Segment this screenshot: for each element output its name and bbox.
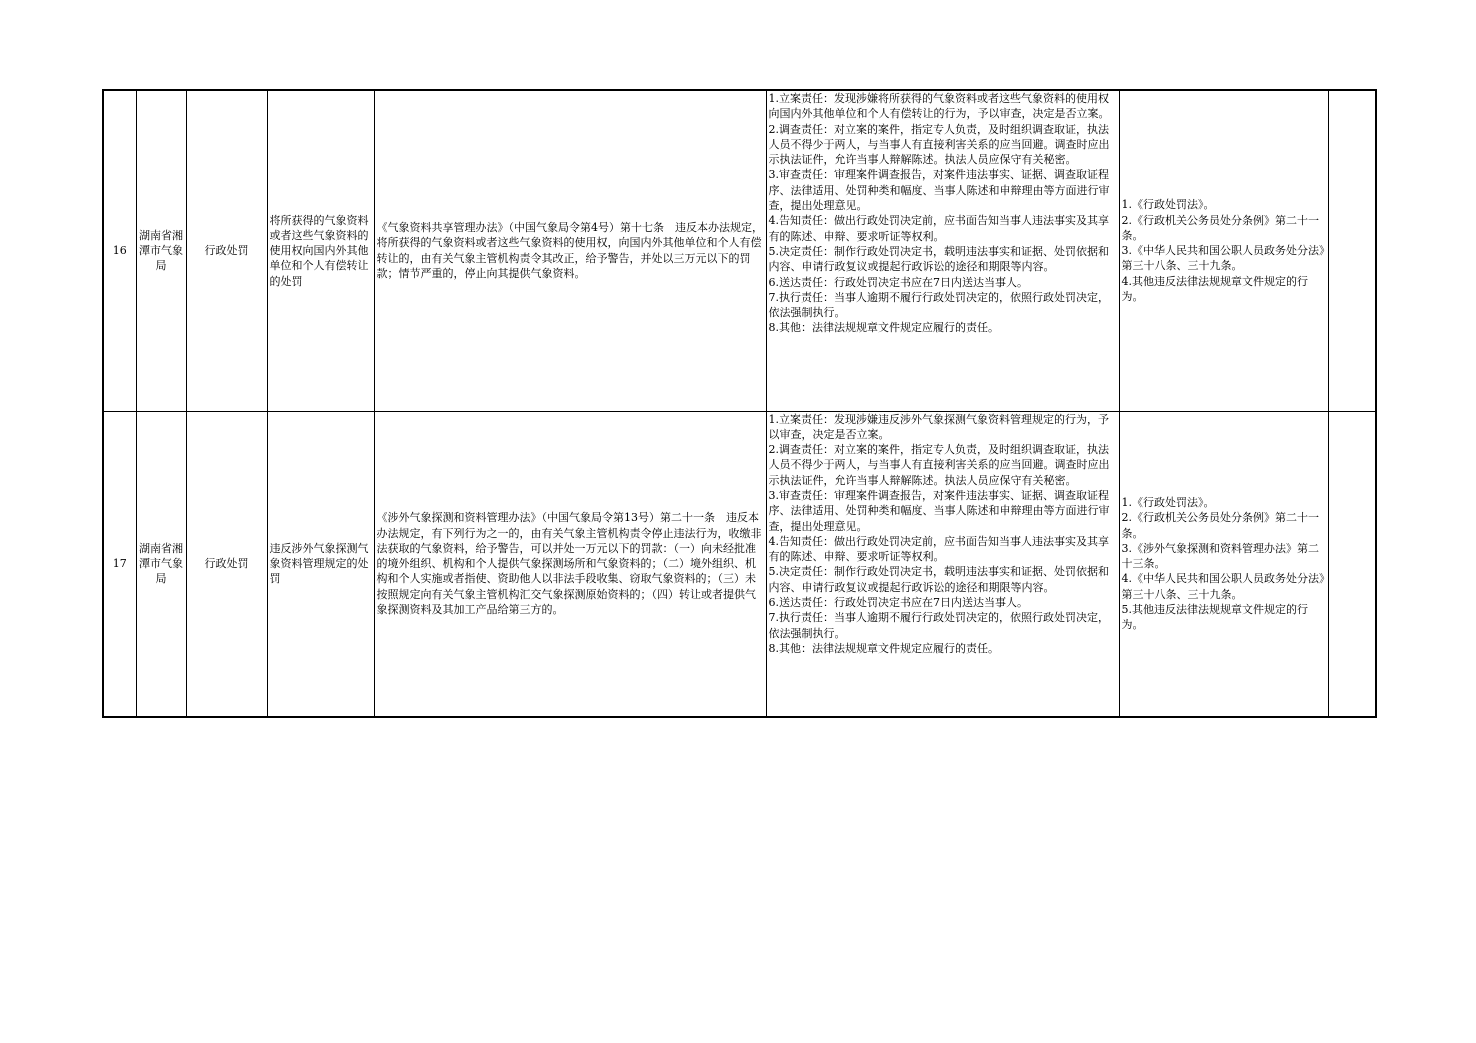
responsibility-item: 8.其他：法律法规规章文件规定应履行的责任。 [768,641,999,655]
row-number: 16 [103,90,136,411]
legal-basis: 《气象资料共享管理办法》（中国气象局令第4号）第十七条 违反本办法规定，将所获得的气象资料或者这些气象资料的使用权，向国内外其他单位和个人有偿转让的，由有关气象主管机构责令其改正，给予警告，并处以三万元以下的罚款；情节严重的，停止向其提供气象资料。 [374,90,766,411]
accountability-item: 4.其他违反法律法规规章文件规定的行为。 [1121,274,1308,303]
power-item-name: 将所获得的气象资料或者这些气象资料的使用权向国内外其他单位和个人有偿转让的处罚 [267,90,374,411]
table-row [103,90,1376,411]
accountability-item: 5.其他违反法律法规规章文件规定的行为。 [1121,602,1308,632]
responsibility-item: 1.立案责任：发现涉嫌将所获得的气象资料或者这些气象资料的使用权向国内外其他单位和个人有偿转让的行为，予以审查，决定是否立案。 [768,92,1110,121]
note-cell [1328,90,1376,411]
responsibility-item: 2.调查责任：对立案的案件，指定专人负责，及时组织调查取证，执法人员不得少于两人，与当事人有直接利害关系的应当回避。调查时应出示执法证件，允许当事人辩解陈述。执法人员应保守有关秘密。 [768,122,1110,167]
responsibility-item: 6.送达责任：行政处罚决定书应在7日内送达当事人。 [768,275,1028,289]
responsibility-item: 2.调查责任：对立案的案件，指定专人负责，及时组织调查取证，执法人员不得少于两人，与当事人有直接利害关系的应当回避。调查时应出示执法证件，允许当事人辩解陈述。执法人员应保守有关秘密。 [768,443,1110,487]
responsibility-item: 8.其他：法律法规规章文件规定应履行的责任。 [768,321,999,335]
responsibility-list [766,90,1119,411]
responsibility-item: 5.决定责任：制作行政处罚决定书，载明违法事实和证据、处罚依据和内容、申请行政复议或提起行政诉讼的途径和期限等内容。 [768,565,1109,594]
accountability-item: 4.《中华人民共和国公职人员政务处分法》第三十八条、三十九条。 [1121,572,1325,601]
power-list-table [102,89,1377,718]
power-type: 行政处罚 [186,90,267,411]
row-number: 17 [103,411,136,717]
responsibility-item: 3.审查责任：审理案件调查报告，对案件违法事实、证据、调查取证程序、法律适用、处罚种类和幅度、当事人陈述和申辩理由等方面进行审查，提出处理意见。 [768,168,1110,213]
responsibility-item: 4.告知责任：做出行政处罚决定前，应书面告知当事人违法事实及其享有的陈述、申辩、要求听证等权利。 [768,534,1109,564]
accountability-item: 1.《行政处罚法》。 [1121,198,1215,212]
legal-basis: 《涉外气象探测和资料管理办法》（中国气象局令第13号）第二十一条 违反本办法规定，有下列行为之一的，由有关气象主管机构责令停止违法行为，收缴非法获取的气象资料，给予警告，可以并处一万元以下的罚款：（一）向未经批准的境外组织、机构和个人提供气象探测场所和气象资料的；（二）境外组织、机构和个人实施或者指使、资助他人以非法手段收集、窃取气象资料的；（三）未按照规定向有关气象主管机构汇交气象探测原始资料的；（四）转让或者提供气象探测资料及其加工产品给第三方的。 [374,411,766,717]
responsibility-item: 4.告知责任：做出行政处罚决定前，应书面告知当事人违法事实及其享有的陈述、申辩、要求听证等权利。 [768,214,1109,243]
note-cell [1328,411,1376,717]
accountability-item: 2.《行政机关公务员处分条例》第二十一条。 [1121,213,1319,242]
responsibility-item: 1.立案责任：发现涉嫌违反涉外气象探测气象资料管理规定的行为，予以审查，决定是否立案。 [768,412,1109,441]
accountability-item: 3.《中华人民共和国公职人员政务处分法》第三十八条、三十九条。 [1121,244,1325,273]
implementing-body: 湖南省湘潭市气象局 [136,90,186,411]
responsibility-item: 3.审查责任：审理案件调查报告，对案件违法事实、证据、调查取证程序、法律适用、处罚种类和幅度、当事人陈述和申辩理由等方面进行审查，提出处理意见。 [768,488,1110,533]
responsibility-list [766,411,1119,717]
responsibility-item: 7.执行责任：当事人逾期不履行行政处罚决定的，依照行政处罚决定，依法强制执行。 [768,290,1109,320]
accountability-list [1119,90,1328,411]
accountability-item: 1.《行政处罚法》。 [1121,495,1215,509]
responsibility-item: 7.执行责任：当事人逾期不履行行政处罚决定的，依照行政处罚决定，依法强制执行。 [768,611,1109,640]
accountability-item: 3.《涉外气象探测和资料管理办法》第二十三条。 [1121,541,1319,571]
power-item-name: 违反涉外气象探测气象资料管理规定的处罚 [267,411,374,717]
accountability-list [1119,411,1328,717]
responsibility-item: 5.决定责任：制作行政处罚决定书，载明违法事实和证据、处罚依据和内容、申请行政复议或提起行政诉讼的途径和期限等内容。 [768,244,1109,274]
implementing-body: 湖南省湘潭市气象局 [136,411,186,717]
table-row [103,411,1376,717]
responsibility-item: 6.送达责任：行政处罚决定书应在7日内送达当事人。 [768,596,1028,610]
power-type: 行政处罚 [186,411,267,717]
accountability-item: 2.《行政机关公务员处分条例》第二十一条。 [1121,511,1319,540]
